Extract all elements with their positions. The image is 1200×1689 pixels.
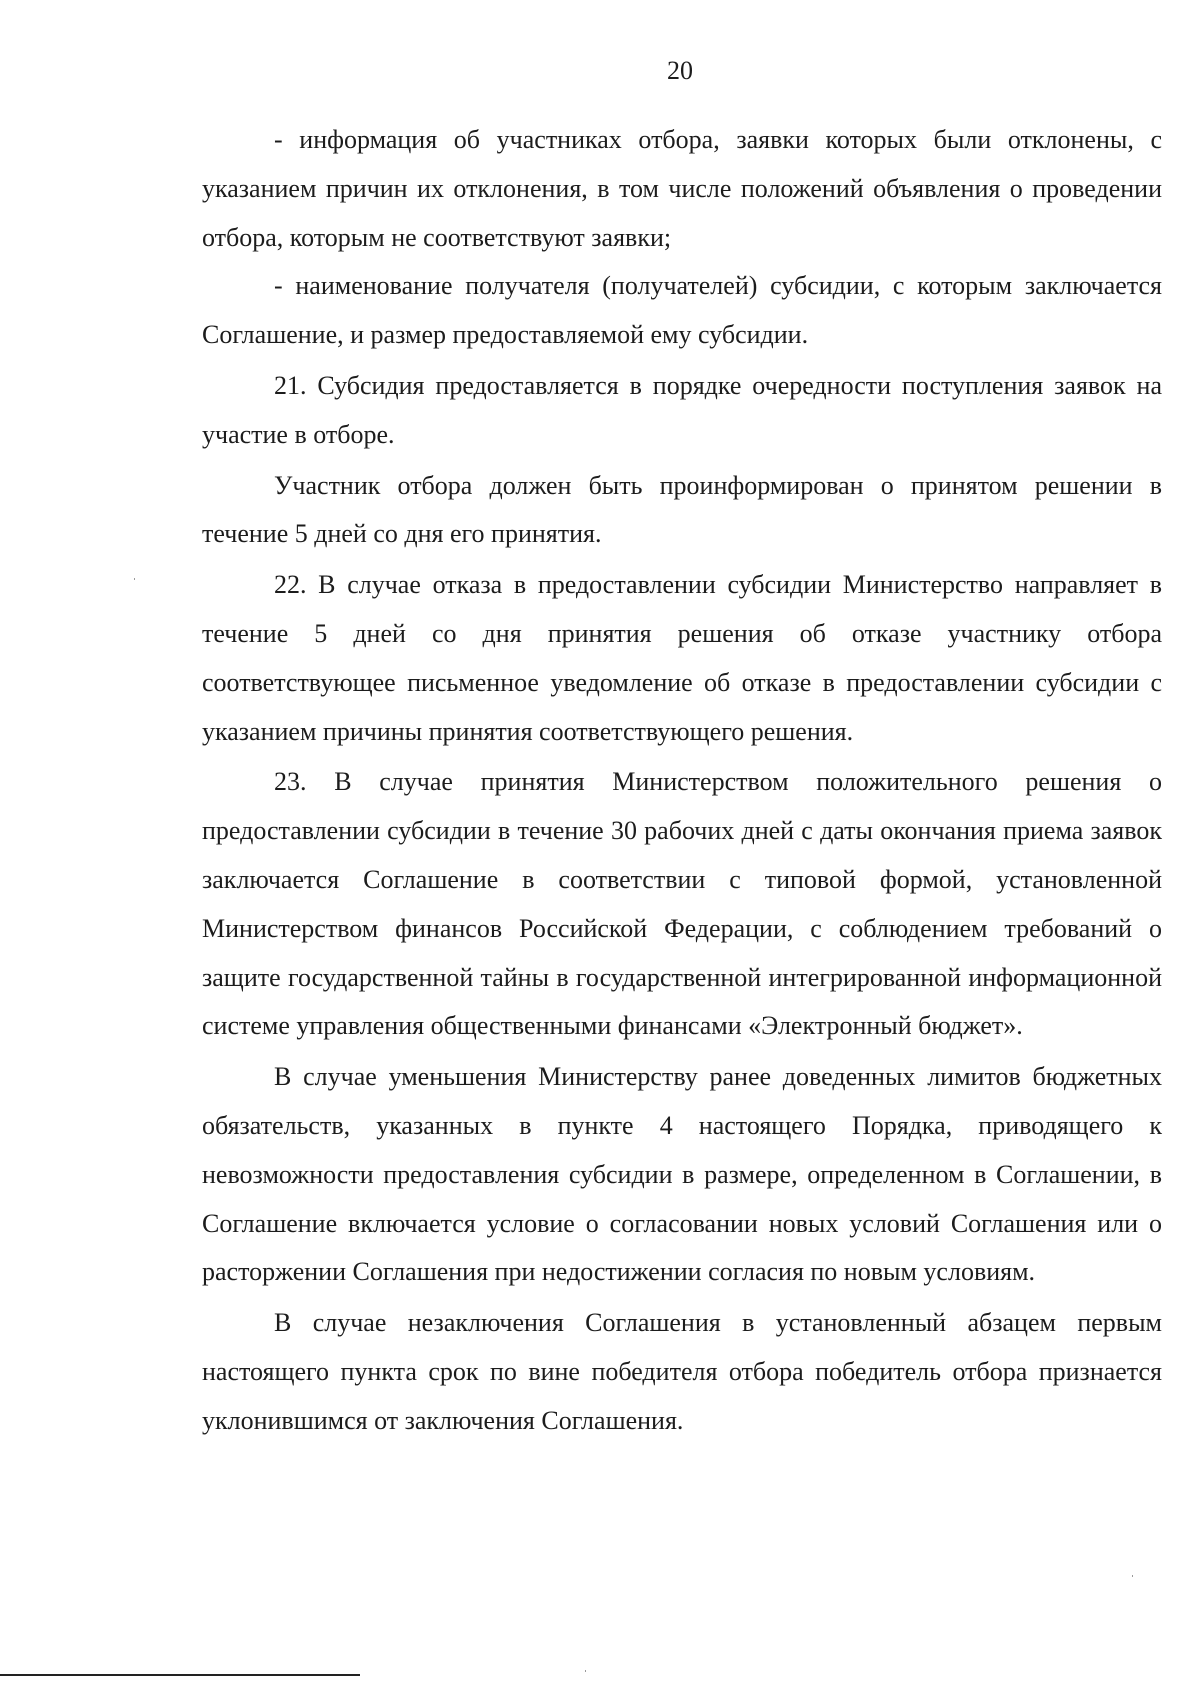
paragraph-rejected-participants-info: - информация об участниках отбора, заявки которых были отклонены, с указанием причин их отклонения, в том числе положений объявления о проведении отбора, которым не соответствуют заявки;	[202, 125, 1162, 252]
footer-rule	[0, 1674, 360, 1676]
paragraph-23-agreement: 23. В случае принятия Министерством положительного решения о предоставлении субсидии в течение 30 рабочих дней с даты окончания приема заявок заключается Соглашение в соответствии с типовой формой, установленной Министерством финансов Российской Федерации, с соблюдением требований о защите государственной тайны в государственной интегрированной информационной системе управления общественными финансами «Электронный бюджет».	[202, 767, 1162, 1041]
paragraph-limits-reduction: В случае уменьшения Министерству ранее доведенных лимитов бюджетных обязательств, указанных в пункте 4 настоящего Порядка, приводящего к невозможности предоставления субсидии в размере, определенном в Соглашении, в Соглашение включается условие о согласовании новых условий Соглашения или о расторжении Соглашения при недостижении согласия по новым условиям.	[202, 1062, 1162, 1287]
scan-speck	[134, 578, 135, 580]
paragraph-participant-notification: Участник отбора должен быть проинформирован о принятом решении в течение 5 дней со дня его принятия.	[202, 470, 1162, 549]
scan-speck	[1132, 1575, 1133, 1577]
paragraph-21-subsidy-order: 21. Субсидия предоставляется в порядке очередности поступления заявок на участие в отборе.	[202, 370, 1162, 449]
paragraph-recipient-name: - наименование получателя (получателей) субсидии, с которым заключается Соглашение, и размер предоставляемой ему субсидии.	[202, 271, 1162, 350]
scan-speck	[585, 1670, 586, 1672]
page-number: 20	[667, 56, 693, 85]
paragraph-22-refusal: 22. В случае отказа в предоставлении субсидии Министерство направляет в течение 5 дней со дня принятия решения об отказе участнику отбора соответствующее письменное уведомление об отказе в предоставлении субсидии с указанием причины принятия соответствующего решения.	[202, 570, 1162, 746]
document-body	[202, 116, 1162, 1446]
paragraph-non-conclusion: В случае незаключения Соглашения в установленный абзацем первым настоящего пункта срок по вине победителя отбора победитель отбора признается уклонившимся от заключения Соглашения.	[202, 1308, 1162, 1435]
